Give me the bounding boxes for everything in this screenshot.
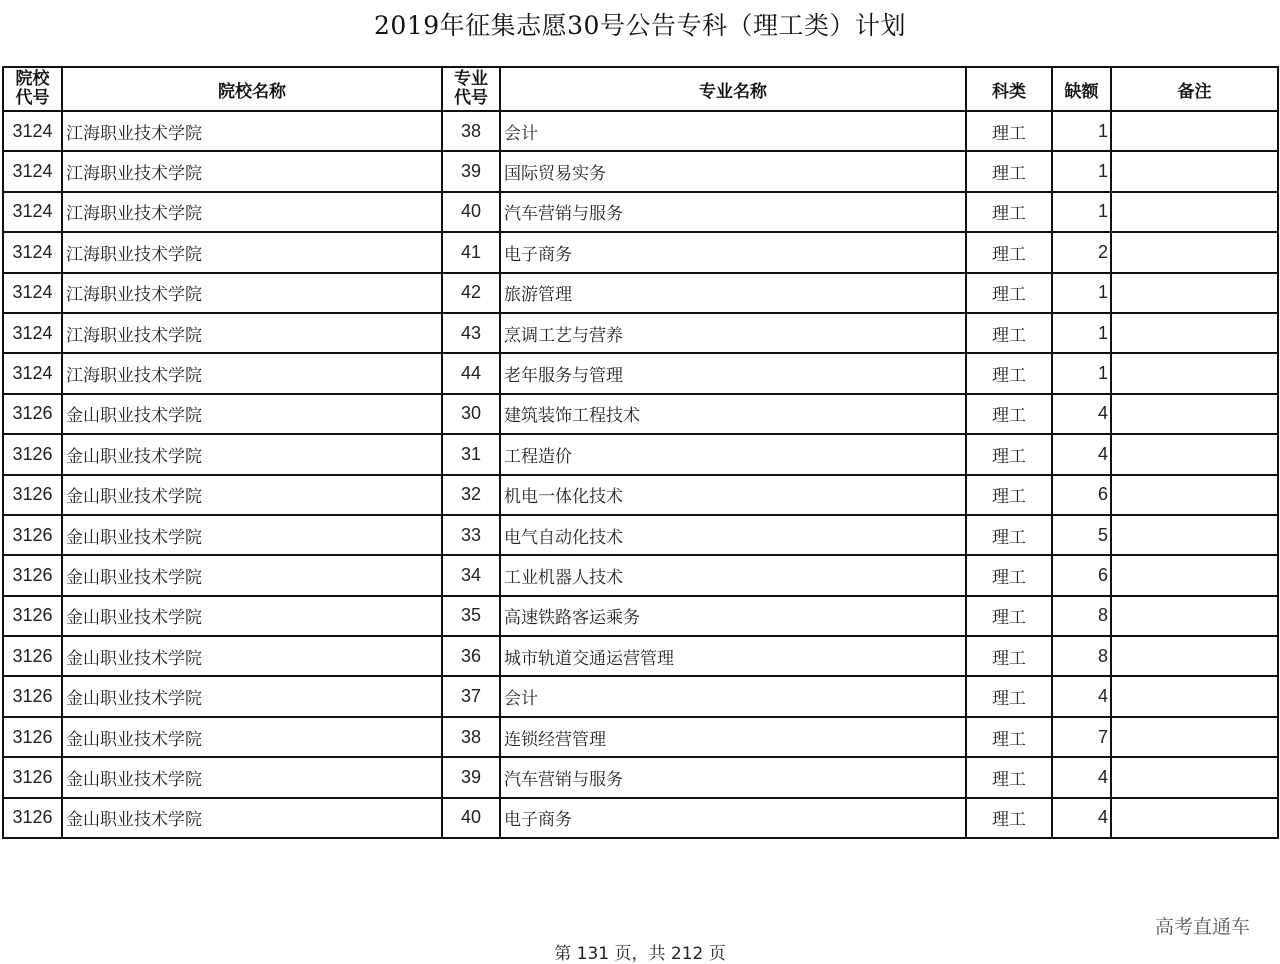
- cell-quota: 4: [1052, 676, 1111, 716]
- table-row: [3, 717, 1278, 757]
- cell-category: 理工: [966, 353, 1052, 393]
- cell-quota: 7: [1052, 717, 1111, 757]
- table-row: [3, 151, 1278, 191]
- cell-remarks: [1111, 636, 1278, 676]
- cell-quota: 8: [1052, 596, 1111, 636]
- table-row: [3, 313, 1278, 353]
- cell-major-name: 高速铁路客运乘务: [500, 596, 966, 636]
- cell-major-code: 40: [442, 798, 500, 838]
- table-row: [3, 596, 1278, 636]
- cell-quota: 6: [1052, 555, 1111, 595]
- table-header-row: [3, 67, 1278, 111]
- cell-school-name: 金山职业技术学院: [62, 596, 442, 636]
- cell-school-code: 3124: [3, 111, 62, 151]
- header-remarks: 备注: [1111, 67, 1278, 111]
- cell-school-code: 3126: [3, 596, 62, 636]
- cell-category: 理工: [966, 151, 1052, 191]
- watermark-text: 高考直通车: [1154, 916, 1250, 938]
- page-title: 2019年征集志愿30号公告专科（理工类）计划: [374, 11, 906, 40]
- table-body: [3, 111, 1278, 838]
- cell-major-name: 汽车营销与服务: [500, 192, 966, 232]
- cell-school-name: 金山职业技术学院: [62, 676, 442, 716]
- cell-remarks: [1111, 232, 1278, 272]
- cell-school-name: 金山职业技术学院: [62, 798, 442, 838]
- cell-major-name: 会计: [500, 111, 966, 151]
- table-row: [3, 111, 1278, 151]
- cell-school-name: 江海职业技术学院: [62, 232, 442, 272]
- cell-quota: 4: [1052, 394, 1111, 434]
- cell-major-code: 34: [442, 555, 500, 595]
- table-row: [3, 192, 1278, 232]
- cell-category: 理工: [966, 111, 1052, 151]
- cell-major-name: 连锁经营管理: [500, 717, 966, 757]
- cell-quota: 1: [1052, 313, 1111, 353]
- cell-category: 理工: [966, 232, 1052, 272]
- cell-quota: 1: [1052, 151, 1111, 191]
- cell-school-name: 金山职业技术学院: [62, 515, 442, 555]
- cell-major-code: 42: [442, 273, 500, 313]
- cell-quota: 1: [1052, 111, 1111, 151]
- cell-remarks: [1111, 273, 1278, 313]
- cell-school-name: 江海职业技术学院: [62, 151, 442, 191]
- cell-major-code: 39: [442, 151, 500, 191]
- header-major-code: 专业 代号: [442, 67, 500, 111]
- cell-major-code: 39: [442, 757, 500, 797]
- table-row: [3, 273, 1278, 313]
- table-row: [3, 434, 1278, 474]
- cell-school-code: 3126: [3, 475, 62, 515]
- cell-major-code: 38: [442, 717, 500, 757]
- cell-remarks: [1111, 676, 1278, 716]
- cell-remarks: [1111, 717, 1278, 757]
- cell-major-code: 44: [442, 353, 500, 393]
- cell-remarks: [1111, 798, 1278, 838]
- cell-school-name: 江海职业技术学院: [62, 111, 442, 151]
- cell-school-name: 金山职业技术学院: [62, 717, 442, 757]
- cell-remarks: [1111, 151, 1278, 191]
- cell-major-code: 31: [442, 434, 500, 474]
- table-row: [3, 353, 1278, 393]
- cell-quota: 6: [1052, 475, 1111, 515]
- cell-category: 理工: [966, 555, 1052, 595]
- header-quota: 缺额: [1052, 67, 1111, 111]
- cell-category: 理工: [966, 394, 1052, 434]
- cell-category: 理工: [966, 757, 1052, 797]
- cell-remarks: [1111, 313, 1278, 353]
- cell-major-name: 建筑装饰工程技术: [500, 394, 966, 434]
- cell-category: 理工: [966, 636, 1052, 676]
- cell-school-name: 金山职业技术学院: [62, 757, 442, 797]
- cell-major-name: 电子商务: [500, 232, 966, 272]
- table-row: [3, 636, 1278, 676]
- header-school-name: 院校名称: [62, 67, 442, 111]
- cell-major-code: 37: [442, 676, 500, 716]
- cell-school-code: 3124: [3, 151, 62, 191]
- cell-quota: 1: [1052, 273, 1111, 313]
- cell-remarks: [1111, 353, 1278, 393]
- cell-school-name: 金山职业技术学院: [62, 555, 442, 595]
- cell-major-code: 30: [442, 394, 500, 434]
- cell-category: 理工: [966, 192, 1052, 232]
- cell-school-name: 金山职业技术学院: [62, 475, 442, 515]
- cell-quota: 2: [1052, 232, 1111, 272]
- cell-major-code: 35: [442, 596, 500, 636]
- cell-major-name: 工业机器人技术: [500, 555, 966, 595]
- cell-school-code: 3124: [3, 232, 62, 272]
- cell-quota: 4: [1052, 434, 1111, 474]
- cell-major-code: 40: [442, 192, 500, 232]
- cell-quota: 8: [1052, 636, 1111, 676]
- table-row: [3, 475, 1278, 515]
- cell-major-name: 会计: [500, 676, 966, 716]
- cell-school-code: 3126: [3, 798, 62, 838]
- cell-category: 理工: [966, 475, 1052, 515]
- cell-school-code: 3126: [3, 515, 62, 555]
- header-category: 科类: [966, 67, 1052, 111]
- cell-major-code: 43: [442, 313, 500, 353]
- cell-school-code: 3126: [3, 757, 62, 797]
- cell-category: 理工: [966, 515, 1052, 555]
- cell-quota: 4: [1052, 757, 1111, 797]
- cell-major-name: 电子商务: [500, 798, 966, 838]
- cell-school-name: 江海职业技术学院: [62, 192, 442, 232]
- cell-school-name: 江海职业技术学院: [62, 273, 442, 313]
- cell-category: 理工: [966, 596, 1052, 636]
- cell-major-name: 城市轨道交通运营管理: [500, 636, 966, 676]
- table-row: [3, 394, 1278, 434]
- cell-major-name: 汽车营销与服务: [500, 757, 966, 797]
- cell-quota: 5: [1052, 515, 1111, 555]
- cell-school-name: 金山职业技术学院: [62, 434, 442, 474]
- page-footer: 第 131 页，共 212 页: [554, 944, 726, 964]
- table-row: [3, 676, 1278, 716]
- cell-school-code: 3126: [3, 394, 62, 434]
- cell-school-code: 3124: [3, 313, 62, 353]
- cell-remarks: [1111, 475, 1278, 515]
- cell-school-name: 江海职业技术学院: [62, 313, 442, 353]
- cell-school-name: 金山职业技术学院: [62, 394, 442, 434]
- cell-major-name: 国际贸易实务: [500, 151, 966, 191]
- cell-category: 理工: [966, 676, 1052, 716]
- cell-major-name: 老年服务与管理: [500, 353, 966, 393]
- cell-remarks: [1111, 596, 1278, 636]
- table-row: [3, 515, 1278, 555]
- cell-category: 理工: [966, 313, 1052, 353]
- cell-school-code: 3126: [3, 676, 62, 716]
- cell-remarks: [1111, 515, 1278, 555]
- cell-major-name: 电气自动化技术: [500, 515, 966, 555]
- cell-school-name: 金山职业技术学院: [62, 636, 442, 676]
- cell-quota: 1: [1052, 192, 1111, 232]
- cell-school-code: 3126: [3, 717, 62, 757]
- table-row: [3, 232, 1278, 272]
- cell-category: 理工: [966, 273, 1052, 313]
- cell-quota: 4: [1052, 798, 1111, 838]
- header-major-name: 专业名称: [500, 67, 966, 111]
- cell-remarks: [1111, 111, 1278, 151]
- cell-school-code: 3126: [3, 636, 62, 676]
- cell-remarks: [1111, 757, 1278, 797]
- cell-major-name: 烹调工艺与营养: [500, 313, 966, 353]
- cell-major-code: 33: [442, 515, 500, 555]
- cell-school-name: 江海职业技术学院: [62, 353, 442, 393]
- cell-school-code: 3124: [3, 353, 62, 393]
- cell-remarks: [1111, 192, 1278, 232]
- cell-remarks: [1111, 434, 1278, 474]
- cell-major-code: 41: [442, 232, 500, 272]
- cell-remarks: [1111, 555, 1278, 595]
- cell-quota: 1: [1052, 353, 1111, 393]
- cell-major-name: 工程造价: [500, 434, 966, 474]
- cell-school-code: 3126: [3, 555, 62, 595]
- cell-category: 理工: [966, 434, 1052, 474]
- admission-plan-table: [2, 66, 1279, 839]
- table-row: [3, 757, 1278, 797]
- cell-school-code: 3124: [3, 273, 62, 313]
- cell-school-code: 3124: [3, 192, 62, 232]
- cell-remarks: [1111, 394, 1278, 434]
- cell-major-name: 机电一体化技术: [500, 475, 966, 515]
- cell-category: 理工: [966, 798, 1052, 838]
- cell-major-name: 旅游管理: [500, 273, 966, 313]
- cell-category: 理工: [966, 717, 1052, 757]
- cell-major-code: 36: [442, 636, 500, 676]
- cell-major-code: 38: [442, 111, 500, 151]
- table-row: [3, 798, 1278, 838]
- cell-major-code: 32: [442, 475, 500, 515]
- table-row: [3, 555, 1278, 595]
- cell-school-code: 3126: [3, 434, 62, 474]
- header-school-code: 院校 代号: [3, 67, 62, 111]
